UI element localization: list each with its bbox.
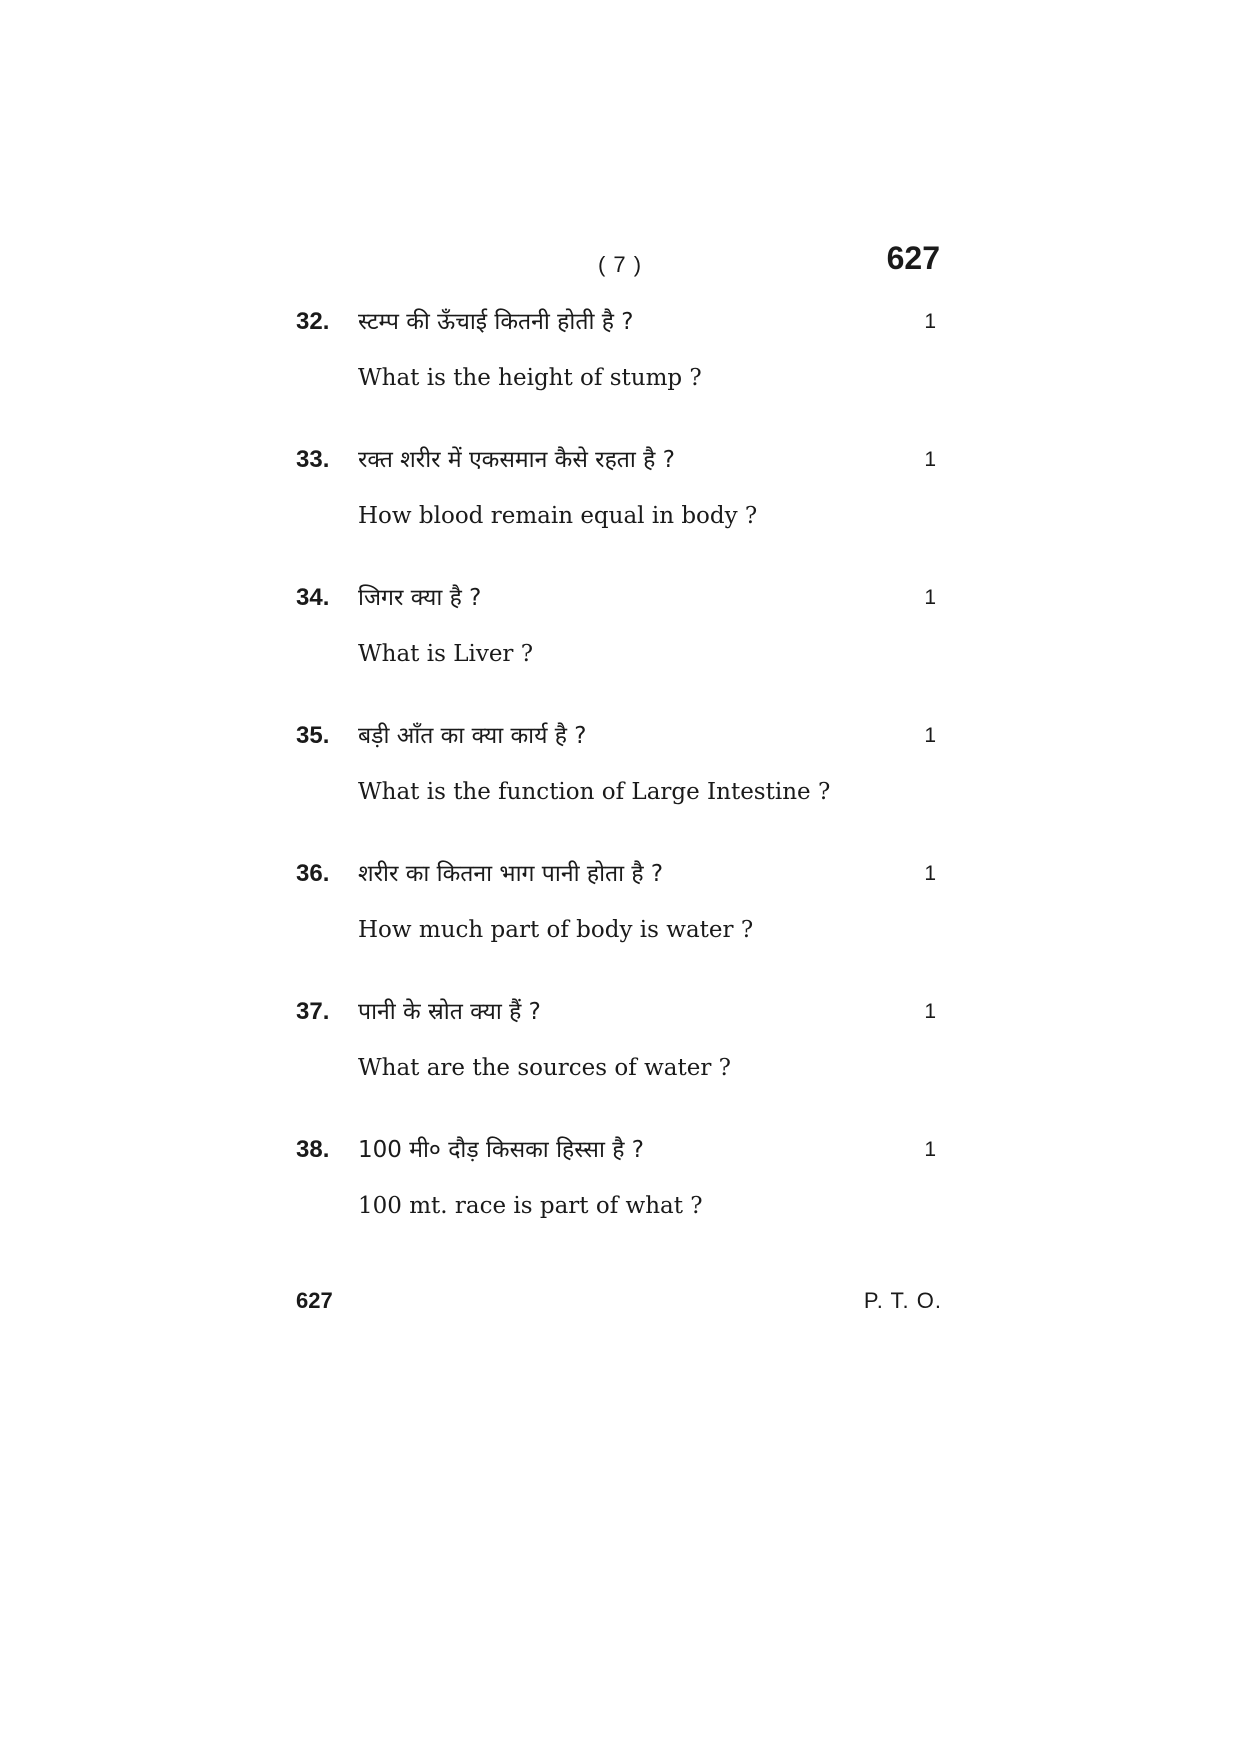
question-text-hindi: जिगर क्या है ? <box>358 585 482 611</box>
question-34 <box>296 576 942 714</box>
question-text-hindi: 100 मी० दौड़ किसका हिस्सा है ? <box>358 1137 644 1163</box>
question-list <box>296 300 942 1266</box>
question-text-english: 100 mt. race is part of what ? <box>358 1193 703 1219</box>
question-text-english: How blood remain equal in body ? <box>358 503 758 529</box>
question-text-english: How much part of body is water ? <box>358 917 754 943</box>
question-37 <box>296 990 942 1128</box>
question-number: 37. <box>296 998 330 1025</box>
question-text-hindi: बड़ी आँत का क्या कार्य है ? <box>358 723 587 749</box>
question-35 <box>296 714 942 852</box>
question-marks: 1 <box>924 862 936 885</box>
question-text-hindi: पानी के स्रोत क्या हैं ? <box>358 999 541 1025</box>
question-text-english: What is the height of stump ? <box>358 365 702 391</box>
page-number: ( 7 ) <box>597 252 643 277</box>
question-text-english: What are the sources of water ? <box>358 1055 731 1081</box>
question-marks: 1 <box>924 1138 936 1161</box>
question-number: 32. <box>296 308 330 335</box>
question-number: 33. <box>296 446 330 473</box>
question-32 <box>296 300 942 438</box>
pto-label: P. T. O. <box>863 1288 942 1313</box>
question-marks: 1 <box>924 310 936 333</box>
question-number: 38. <box>296 1136 330 1163</box>
question-text-hindi: शरीर का कितना भाग पानी होता है ? <box>358 861 664 887</box>
question-text-hindi: स्टम्प की ऊँचाई कितनी होती है ? <box>358 309 634 335</box>
question-text-english: What is Liver ? <box>358 641 534 667</box>
paper-code-footer: 627 <box>296 1288 333 1313</box>
question-marks: 1 <box>924 586 936 609</box>
question-number: 36. <box>296 860 330 887</box>
question-marks: 1 <box>924 1000 936 1023</box>
question-marks: 1 <box>924 448 936 471</box>
question-marks: 1 <box>924 724 936 747</box>
paper-code-header: 627 <box>886 240 940 276</box>
question-36 <box>296 852 942 990</box>
question-number: 34. <box>296 584 330 611</box>
question-33 <box>296 438 942 576</box>
question-number: 35. <box>296 722 330 749</box>
question-38 <box>296 1128 942 1266</box>
question-text-hindi: रक्त शरीर में एकसमान कैसे रहता है ? <box>358 447 675 473</box>
question-text-english: What is the function of Large Intestine ? <box>358 779 831 805</box>
